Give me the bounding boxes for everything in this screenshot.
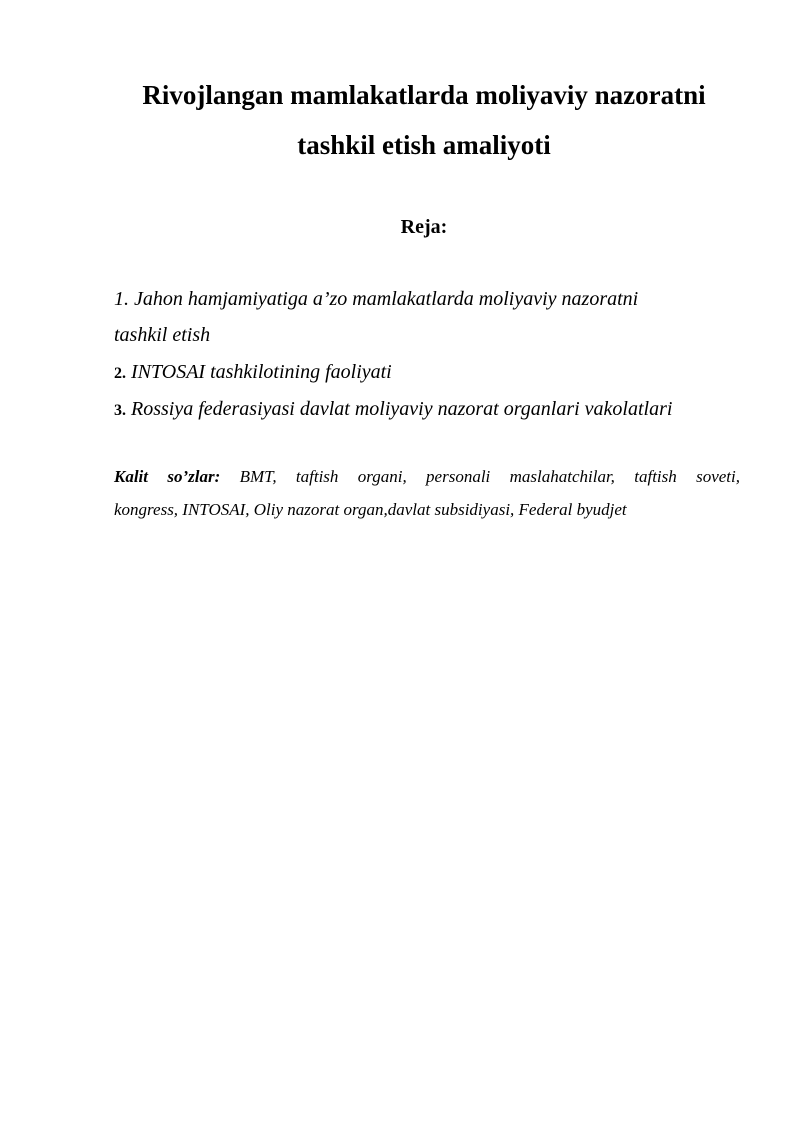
keywords-label-word-2: so’zlar: bbox=[167, 467, 221, 486]
document-title-line-2: tashkil etish amaliyoti bbox=[297, 130, 551, 160]
plan-item-2 bbox=[114, 362, 392, 382]
keyword: maslahatchilar, bbox=[509, 467, 615, 486]
keywords-label-word-1: Kalit bbox=[114, 467, 149, 486]
keyword: BMT, bbox=[239, 467, 277, 486]
plan-item-1-text: 1. Jahon hamjamiyatiga a’zo mamlakatlarda moliyaviy nazoratni bbox=[114, 288, 639, 310]
keyword: soveti, bbox=[696, 467, 740, 486]
plan-item-1-text-cont: tashkil etish bbox=[114, 324, 211, 346]
keywords-line-2: kongress, INTOSAI, Oliy nazorat organ,davlat subsidiyasi, Federal byudjet bbox=[114, 500, 627, 519]
plan-item-1-line-2 bbox=[114, 325, 210, 345]
document-title-line-1: Rivojlangan mamlakatlarda moliyaviy nazoratni bbox=[142, 80, 706, 110]
keywords-line-1 bbox=[114, 468, 740, 485]
plan-item-2-text: INTOSAI tashkilotining faoliyati bbox=[131, 361, 392, 383]
keyword: taftish bbox=[634, 467, 677, 486]
plan-item-3-number: 3. bbox=[114, 402, 126, 419]
plan-item-2-number: 2. bbox=[114, 365, 126, 382]
plan-item-3 bbox=[114, 399, 672, 419]
plan-item-1-line-1 bbox=[114, 289, 638, 309]
keyword: personali bbox=[426, 467, 491, 486]
plan-item-3-text: Rossiya federasiyasi davlat moliyaviy nazorat organlari vakolatlari bbox=[131, 398, 673, 420]
keyword: taftish bbox=[295, 467, 339, 486]
plan-heading: Reja: bbox=[400, 216, 448, 238]
keyword: organi, bbox=[357, 467, 407, 486]
